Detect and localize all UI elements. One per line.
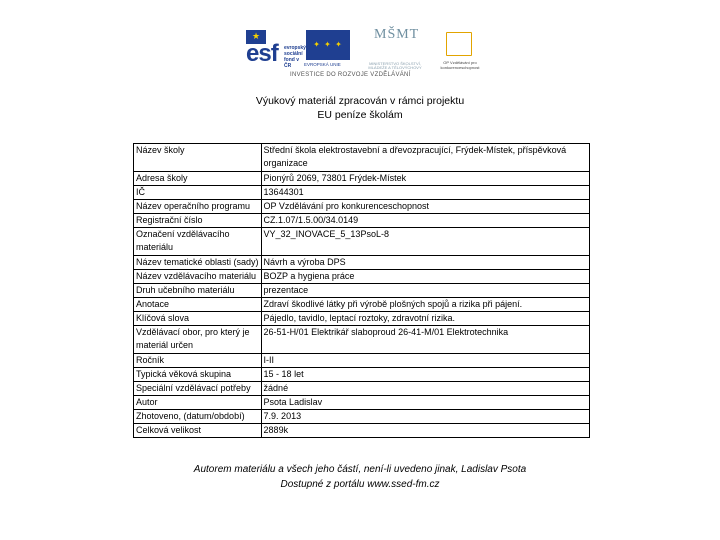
esf-caption: evropský sociální fond v ČR <box>284 45 306 69</box>
row-value: 15 - 18 let <box>261 368 589 382</box>
row-value: I-II <box>261 354 589 368</box>
table-row <box>134 298 590 312</box>
row-label: Název školy <box>134 144 262 172</box>
esf-logo <box>246 30 306 69</box>
opvk-caption: OP Vzdělávání pro konkurenceschopnost <box>440 60 480 70</box>
row-label: Autor <box>134 396 262 410</box>
table-row <box>134 312 590 326</box>
row-label: Název vzdělávacího materiálu <box>134 270 262 284</box>
table-row <box>134 228 590 256</box>
row-label: Název tematické oblasti (sady) <box>134 256 262 270</box>
table-row <box>134 284 590 298</box>
row-label: Zhotoveno, (datum/období) <box>134 410 262 424</box>
logo-banner <box>246 27 480 80</box>
row-value: Střední škola elektrostavební a dřevozpracující, Frýdek-Místek, příspěvková organizace <box>261 144 589 172</box>
row-value: Psota Ladislav <box>261 396 589 410</box>
table-row <box>134 424 590 438</box>
table-row <box>134 200 590 214</box>
table-row <box>134 256 590 270</box>
star-icon: ★ <box>252 31 261 41</box>
row-label: Celková velikost <box>134 424 262 438</box>
table-row <box>134 214 590 228</box>
footer-author: Autorem materiálu a všech jeho částí, není-li uvedeno jinak, Ladislav Psota <box>193 464 527 475</box>
row-label: Klíčová slova <box>134 312 262 326</box>
row-value: 2889k <box>261 424 589 438</box>
row-label: Ročník <box>134 354 262 368</box>
row-label: Registrační číslo <box>134 214 262 228</box>
table-row <box>134 270 590 284</box>
table-row <box>134 396 590 410</box>
title-line-2: EU peníze školám <box>317 109 403 121</box>
row-label: Anotace <box>134 298 262 312</box>
page-title <box>0 94 720 122</box>
opvk-logo <box>446 32 472 56</box>
row-value: 13644301 <box>261 186 589 200</box>
row-value: Návrh a výroba DPS <box>261 256 589 270</box>
row-value: 7.9. 2013 <box>261 410 589 424</box>
row-value: OP Vzdělávání pro konkurenceschopnost <box>261 200 589 214</box>
title-line-1: Výukový materiál zpracován v rámci projektu <box>255 95 465 107</box>
table-row <box>134 368 590 382</box>
footer-credits <box>0 462 720 492</box>
msmt-logo: MŠMT <box>374 27 420 42</box>
table-row <box>134 172 590 186</box>
invest-slogan: INVESTICE DO ROZVOJE VZDĚLÁVÁNÍ <box>290 72 411 78</box>
row-value: Pionýrů 2069, 73801 Frýdek-Místek <box>261 172 589 186</box>
table-row <box>134 382 590 396</box>
row-label: Vzdělávací obor, pro který je materiál určen <box>134 326 262 354</box>
metadata-table <box>133 143 590 438</box>
row-label: Název operačního programu <box>134 200 262 214</box>
table-row <box>134 354 590 368</box>
row-value: BOZP a hygiena práce <box>261 270 589 284</box>
row-value: 26-51-H/01 Elektrikář slaboproud 26-41-M/01 Elektrotechnika <box>261 326 589 354</box>
row-label: Označení vzdělávacího materiálu <box>134 228 262 256</box>
footer-source: Dostupné z portálu www.ssed-fm.cz <box>280 479 440 490</box>
msmt-caption: MINISTERSTVO ŠKOLSTVÍ, MLÁDEŽE A TĚLOVÝCHOVY <box>368 61 422 70</box>
row-label: Typická věková skupina <box>134 368 262 382</box>
table-row <box>134 144 590 172</box>
esf-logo-text: esf <box>246 40 278 67</box>
row-label: Druh učebního materiálu <box>134 284 262 298</box>
row-label: Speciální vzdělávací potřeby <box>134 382 262 396</box>
row-value: Zdraví škodlivé látky při výrobě plošných spojů a rizika při pájení. <box>261 298 589 312</box>
row-value: Pájedlo, tavidlo, leptací roztoky, zdravotní rizika. <box>261 312 589 326</box>
row-value: VY_32_INOVACE_5_13PsoL-8 <box>261 228 589 256</box>
row-value: CZ.1.07/1.5.00/34.0149 <box>261 214 589 228</box>
row-label: Adresa školy <box>134 172 262 186</box>
table-row <box>134 410 590 424</box>
row-value: žádné <box>261 382 589 396</box>
row-value: prezentace <box>261 284 589 298</box>
eu-stars-icon: ✦ ✦ ✦ <box>313 40 343 49</box>
eu-caption: EVROPSKÁ UNIE <box>304 62 341 67</box>
table-row <box>134 326 590 354</box>
table-row <box>134 186 590 200</box>
row-label: IČ <box>134 186 262 200</box>
eu-flag-logo <box>306 30 350 60</box>
